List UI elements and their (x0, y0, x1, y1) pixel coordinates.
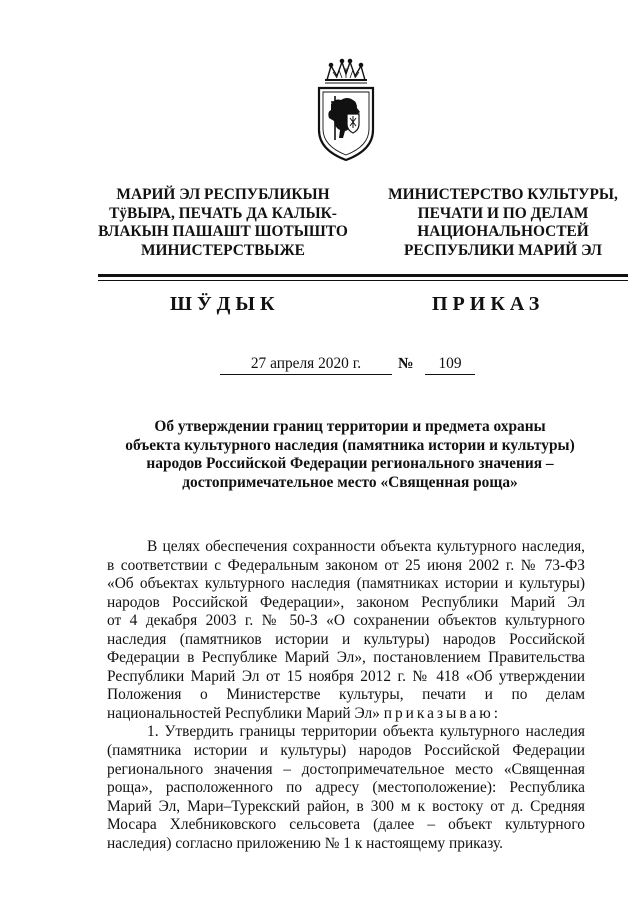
body-line: Федерации в Республике Марий Эл», постановлением Правительства (107, 649, 585, 667)
doc-type-russian: ПРИКАЗ (432, 293, 545, 315)
number-sign: № (398, 355, 414, 372)
header-left-line: ВЛАКЫН ПАШАШТ ШОТЫШТО (98, 223, 348, 240)
header-right-line: ПЕЧАТИ И ПО ДЕЛАМ (417, 204, 589, 222)
body-line: Марий Эл, Мари–Турекский район, в 300 м к востоку от д. Средняя (107, 797, 585, 815)
body-line: в соответствии с Федеральным законом от 25 июня 2002 г. № 73-ФЗ (107, 556, 585, 574)
number-underline (425, 374, 475, 375)
header-divider-thin (98, 280, 628, 281)
date-underline (220, 374, 392, 375)
header-right-block (372, 186, 634, 260)
header-right-line: МИНИСТЕРСТВО КУЛЬТУРЫ, (388, 186, 618, 203)
header-left-line: МАРИЙ ЭЛ РЕСПУБЛИКЫН (116, 186, 330, 203)
body-line: народов Российской Федерации», законом Республики Марий Эл (107, 593, 585, 611)
header-right-line: РЕСПУБЛИКИ МАРИЙ ЭЛ (403, 241, 603, 259)
document-number: 109 (438, 355, 462, 372)
header-divider-thick (98, 274, 628, 277)
document-date: 27 апреля 2020 г. (250, 355, 362, 372)
body-line: Мосара Хлебниковского сельсовета (далее – объект культурного (107, 816, 585, 834)
doc-type-mari: ШӰДЫК (170, 293, 280, 315)
body-line: (памятника истории и культуры) народов Российской Федерации (107, 742, 585, 760)
header-left-line: МИНИСТЕРСТВЫЖЕ (141, 241, 305, 259)
header-left-line: ТÿВЫРА, ПЕЧАТЬ ДА КАЛЫК- (109, 204, 337, 222)
title-line: Об утверждении границ территории и предмета охраны (154, 418, 546, 435)
body-line-prefix: национальностей Республики Марий Эл» (107, 704, 380, 722)
body-line: 1. Утвердить границы территории объекта культурного наследия (147, 723, 585, 741)
body-line: от 4 декабря 2003 г. № 50-З «О сохранении объектов культурного (107, 612, 585, 630)
date-number-row (220, 355, 480, 375)
title-line: объекта культурного наследия (памятника истории и культуры) (125, 436, 575, 454)
body-line: наследия (памятников истории и культуры) народов Российской (107, 630, 585, 648)
title-line: народов Российской Федерации регионального значения – (146, 455, 554, 472)
body-line: Республики Марий Эл от 15 ноября 2012 г. № 418 «Об утверждении (107, 667, 585, 685)
coat-of-arms-icon (313, 58, 379, 162)
body-line: роща», расположенного по адресу (местоположение): Республика (107, 779, 585, 797)
clause-1-paragraph (107, 723, 585, 853)
document-title (100, 418, 600, 492)
body-line: В целях обеспечения сохранности объекта культурного наследия, (147, 538, 585, 555)
preamble-paragraph (107, 538, 585, 723)
body-line: «Об объектах культурного наследия (памятниках истории и культуры) (107, 575, 585, 593)
body-line: регионального значения – достопримечательное место «Священная (107, 760, 585, 778)
body-line: наследия) согласно приложению № 1 к настоящему приказу. (107, 834, 504, 852)
title-line: достопримечательное место «Священная роща» (182, 473, 518, 491)
body-line-final (107, 705, 585, 724)
body-line: Положения о Министерстве культуры, печати и по делам (107, 686, 585, 704)
document-body (107, 538, 585, 853)
header-left-block (88, 186, 358, 260)
header-right-line: НАЦИОНАЛЬНОСТЕЙ (417, 223, 589, 240)
order-word: приказываю: (383, 704, 502, 722)
